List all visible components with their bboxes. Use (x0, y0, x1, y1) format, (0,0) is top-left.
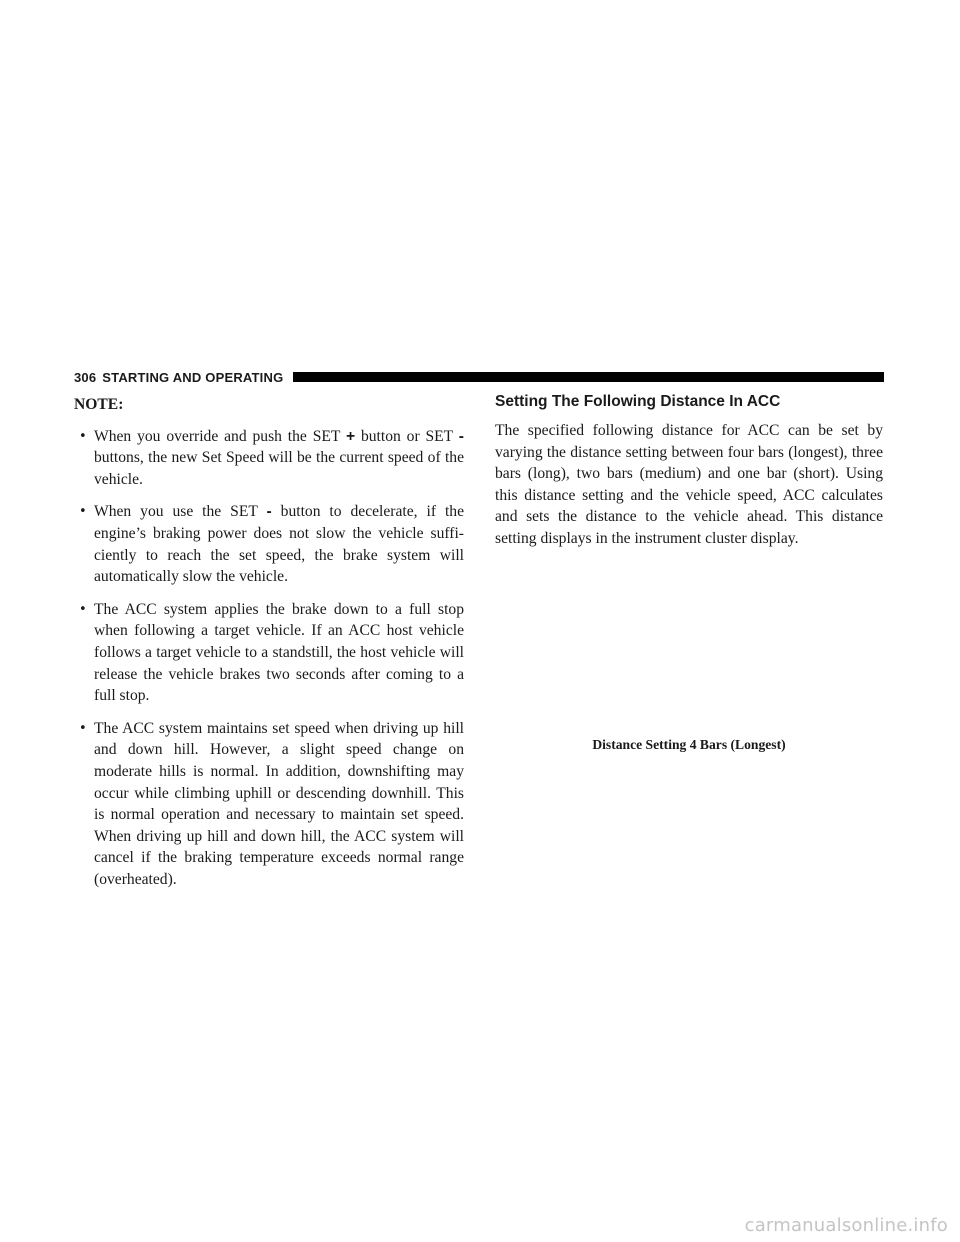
section-heading: Setting The Following Distance In ACC (495, 393, 781, 410)
bullet-text-pre: When you use the SET (94, 503, 267, 521)
list-item (74, 599, 464, 707)
watermark: carmanualsonline.info (744, 1215, 948, 1236)
bullet-icon: • (79, 601, 87, 617)
left-column (74, 394, 464, 901)
plus-symbol: + (345, 427, 356, 445)
section-title: STARTING AND OPERATING (102, 369, 284, 385)
note-label: NOTE: (74, 396, 124, 413)
list-item (74, 718, 464, 891)
bullet-icon: • (79, 428, 87, 444)
header-rule (293, 372, 884, 382)
body-paragraph: The specified following distance for ACC can be set by varying the distance setting between four bars (longest), three bars (long), two bars (medium) and one bar (short). Using this distance setting and the vehicle speed, ACC calculates and sets the distance to the vehicle ahead. This distance setting displays in the instrument cluster display. (495, 422, 883, 547)
minus-symbol: - (266, 503, 272, 521)
bullet-text: The ACC system maintains set speed when driving up hill and down hill. However, a slight speed change on moderate hills is normal. In addition, downshifting may occur while climbing uphill or descending downhill. This is normal operation and necessary to maintain set speed. When driving up hill and down hill, the ACC system will cancel if the braking temperature exceeds normal range (overheated). (94, 719, 464, 888)
bullet-text: The ACC system applies the brake down to a full stop when following a target vehicle. If an ACC host vehicle follows a target vehicle to a standstill, the host vehicle will release the vehicle brakes two seconds after coming to a full stop. (94, 600, 464, 705)
page-header (74, 370, 884, 384)
bullet-icon: • (79, 720, 87, 736)
figure-caption: Distance Setting 4 Bars (Longest) (592, 737, 786, 752)
bullet-icon: • (79, 504, 87, 520)
note-list (74, 426, 464, 891)
bullet-text-mid: button or SET (355, 427, 459, 445)
bullet-text-post: buttons, the new Set Speed will be the current speed of the vehicle. (94, 449, 464, 488)
figure-image (495, 560, 883, 730)
right-column (495, 392, 883, 550)
page-number: 306 (74, 369, 97, 385)
bullet-text-post: button to decelerate, if the engine’s braking power does not slow the vehicle suffi-ciently to reach the set speed, the brake system will automatically slow the vehicle. (94, 503, 464, 586)
list-item (74, 501, 464, 587)
minus-symbol: - (458, 427, 464, 445)
bullet-text-pre: When you override and push the SET (94, 427, 346, 445)
list-item (74, 426, 464, 491)
